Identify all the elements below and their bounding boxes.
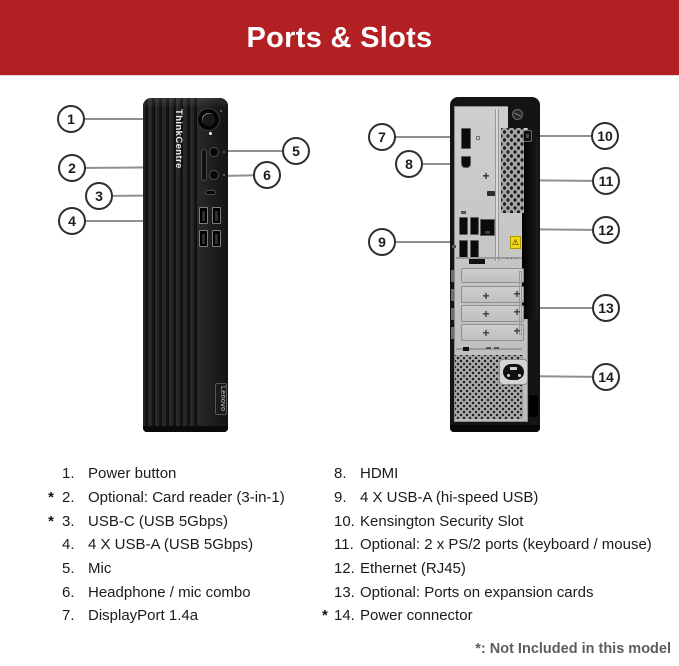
thumbscrew-icon (512, 109, 523, 120)
legend-number: 6. (62, 583, 75, 601)
power-led-icon (209, 132, 212, 135)
slot-screw-icon: + (482, 326, 490, 340)
vent-grille (501, 128, 524, 213)
callout-9: 9 (368, 228, 396, 256)
legend-number: 12. (334, 560, 355, 578)
legend-number: 8. (334, 465, 347, 483)
legend-label: Ethernet (RJ45) (360, 560, 466, 578)
legend-item (322, 509, 674, 533)
panel-dots: ··· (506, 253, 518, 263)
slot-screw-icon: + (513, 324, 521, 338)
callout-14: 14 (592, 363, 620, 391)
port-knockout (487, 191, 495, 196)
legend-label: Kensington Security Slot (360, 512, 524, 530)
kensington-slot (523, 130, 532, 142)
callout-11: 11 (592, 167, 620, 195)
legend-item (322, 462, 674, 486)
slot-bracket (451, 327, 454, 339)
legend-label: USB-C (USB 5Gbps) (88, 512, 229, 530)
legend-item (40, 486, 322, 510)
expansion-slot-cover (461, 268, 524, 283)
legend-item (322, 557, 674, 581)
headphone-jack (209, 170, 219, 180)
power-pin (510, 367, 517, 370)
power-button-inner (199, 110, 217, 128)
ps2-knockout-screw: + (482, 169, 490, 183)
legend-number: 14. (334, 607, 355, 625)
panel-mark (463, 347, 469, 351)
legend-number: 4. (62, 536, 75, 554)
usb-a-port (212, 207, 221, 224)
legend-item (40, 533, 322, 557)
hdmi-port (461, 156, 471, 168)
legend-label: Power connector (360, 607, 473, 625)
legend-number: 9. (334, 489, 347, 507)
legend-number: 3. (62, 512, 75, 530)
legend-number: 1. (62, 465, 75, 483)
slot-bracket (451, 308, 454, 320)
panel-rail (495, 109, 499, 261)
rear-latch (529, 395, 538, 417)
displayport-icon (476, 136, 480, 140)
power-connector (499, 359, 528, 385)
rear-tower-base (450, 425, 540, 432)
front-ribbed-texture (143, 98, 200, 432)
legend-number: 11. (334, 536, 354, 554)
slot-screw-icon: + (513, 287, 521, 301)
callout-7: 7 (368, 123, 396, 151)
callout-13: 13 (592, 294, 620, 322)
ports-legend-right (322, 462, 674, 628)
legend-label: Power button (88, 465, 177, 483)
legend-label: 4 X USB-A (hi-speed USB) (360, 489, 539, 507)
warning-label-icon: ⚠ (511, 238, 520, 247)
rear-usb-a-port (470, 217, 479, 235)
legend-item (40, 462, 322, 486)
legend-number: 7. (62, 607, 75, 625)
slot-bracket (451, 289, 454, 301)
legend-label: Optional: 2 x PS/2 ports (keyboard / mouse) (360, 536, 652, 554)
rear-usb-a-port (459, 217, 468, 235)
slot-screw-icon: + (513, 305, 521, 319)
power-pin (518, 374, 521, 377)
slot-bracket (451, 270, 454, 282)
ethernet-port (480, 219, 495, 236)
callout-3: 3 (85, 182, 113, 210)
power-button-icon (197, 108, 220, 131)
displayport-port (461, 128, 471, 149)
footnote-star: * (48, 489, 54, 507)
page-title: Ports & Slots (246, 22, 433, 54)
front-tower-base (143, 426, 228, 432)
legend-item (322, 604, 674, 628)
callout-8: 8 (395, 150, 423, 178)
front-tower-illustration (143, 98, 228, 432)
usb-c-port (205, 190, 216, 195)
banner (0, 0, 679, 76)
legend-label: Mic (88, 560, 112, 578)
legend-item (40, 557, 322, 581)
legend-number: 5. (62, 560, 75, 578)
ports-legend-left (40, 462, 322, 628)
rear-usb-a-port (459, 240, 468, 258)
not-included-footnote: *: Not Included in this model (475, 641, 671, 657)
callout-12: 12 (592, 216, 620, 244)
legend-item (322, 486, 674, 510)
legend-item (322, 533, 674, 557)
legend-item (40, 580, 322, 604)
usb-label-mark (452, 245, 456, 248)
legend-label: Optional: Ports on expansion cards (360, 583, 594, 601)
rear-recess-bar (522, 137, 538, 319)
mic-label-dot (223, 151, 225, 153)
footnote-star: * (48, 512, 54, 530)
legend-number: 13. (334, 583, 355, 601)
legend-item (40, 509, 322, 533)
usb-a-port (199, 207, 208, 224)
legend-label: Headphone / mic combo (88, 583, 251, 601)
usb-a-port (199, 230, 208, 247)
slot-screw-icon: + (482, 307, 490, 321)
legend-item (322, 580, 674, 604)
slot-opening (469, 259, 485, 264)
rear-tower-illustration (450, 97, 540, 432)
callout-4: 4 (58, 207, 86, 235)
lenovo-badge: Lenovo (215, 383, 227, 415)
legend-number: 2. (62, 489, 75, 507)
footnote-star: * (322, 607, 328, 625)
panel-mark (494, 347, 499, 349)
usb-label-mark (461, 211, 466, 214)
slot-screw-icon: + (482, 289, 490, 303)
callout-10: 10 (591, 122, 619, 150)
thinkcentre-logo: ThinkCentre (173, 109, 184, 169)
power-pin (507, 374, 510, 377)
card-reader-slot (201, 149, 207, 181)
legend-label: DisplayPort 1.4a (88, 607, 199, 625)
front-screw-dot (220, 110, 222, 112)
rear-usb-a-port (470, 240, 479, 258)
panel-mark (486, 347, 491, 349)
callout-2: 2 (58, 154, 86, 182)
front-usb-a-ports (198, 206, 224, 250)
headphone-label-dot (223, 174, 225, 176)
legend-item (40, 604, 322, 628)
callout-5: 5 (282, 137, 310, 165)
legend-label: 4 X USB-A (USB 5Gbps) (88, 536, 254, 554)
usb-a-port (212, 230, 221, 247)
legend-label: Optional: Card reader (3-in-1) (88, 489, 285, 507)
legend-number: 10. (334, 512, 355, 530)
mic-jack (209, 147, 219, 157)
front-top-highlight (143, 98, 228, 108)
callout-6: 6 (253, 161, 281, 189)
legend-label: HDMI (360, 465, 399, 483)
callout-1: 1 (57, 105, 85, 133)
